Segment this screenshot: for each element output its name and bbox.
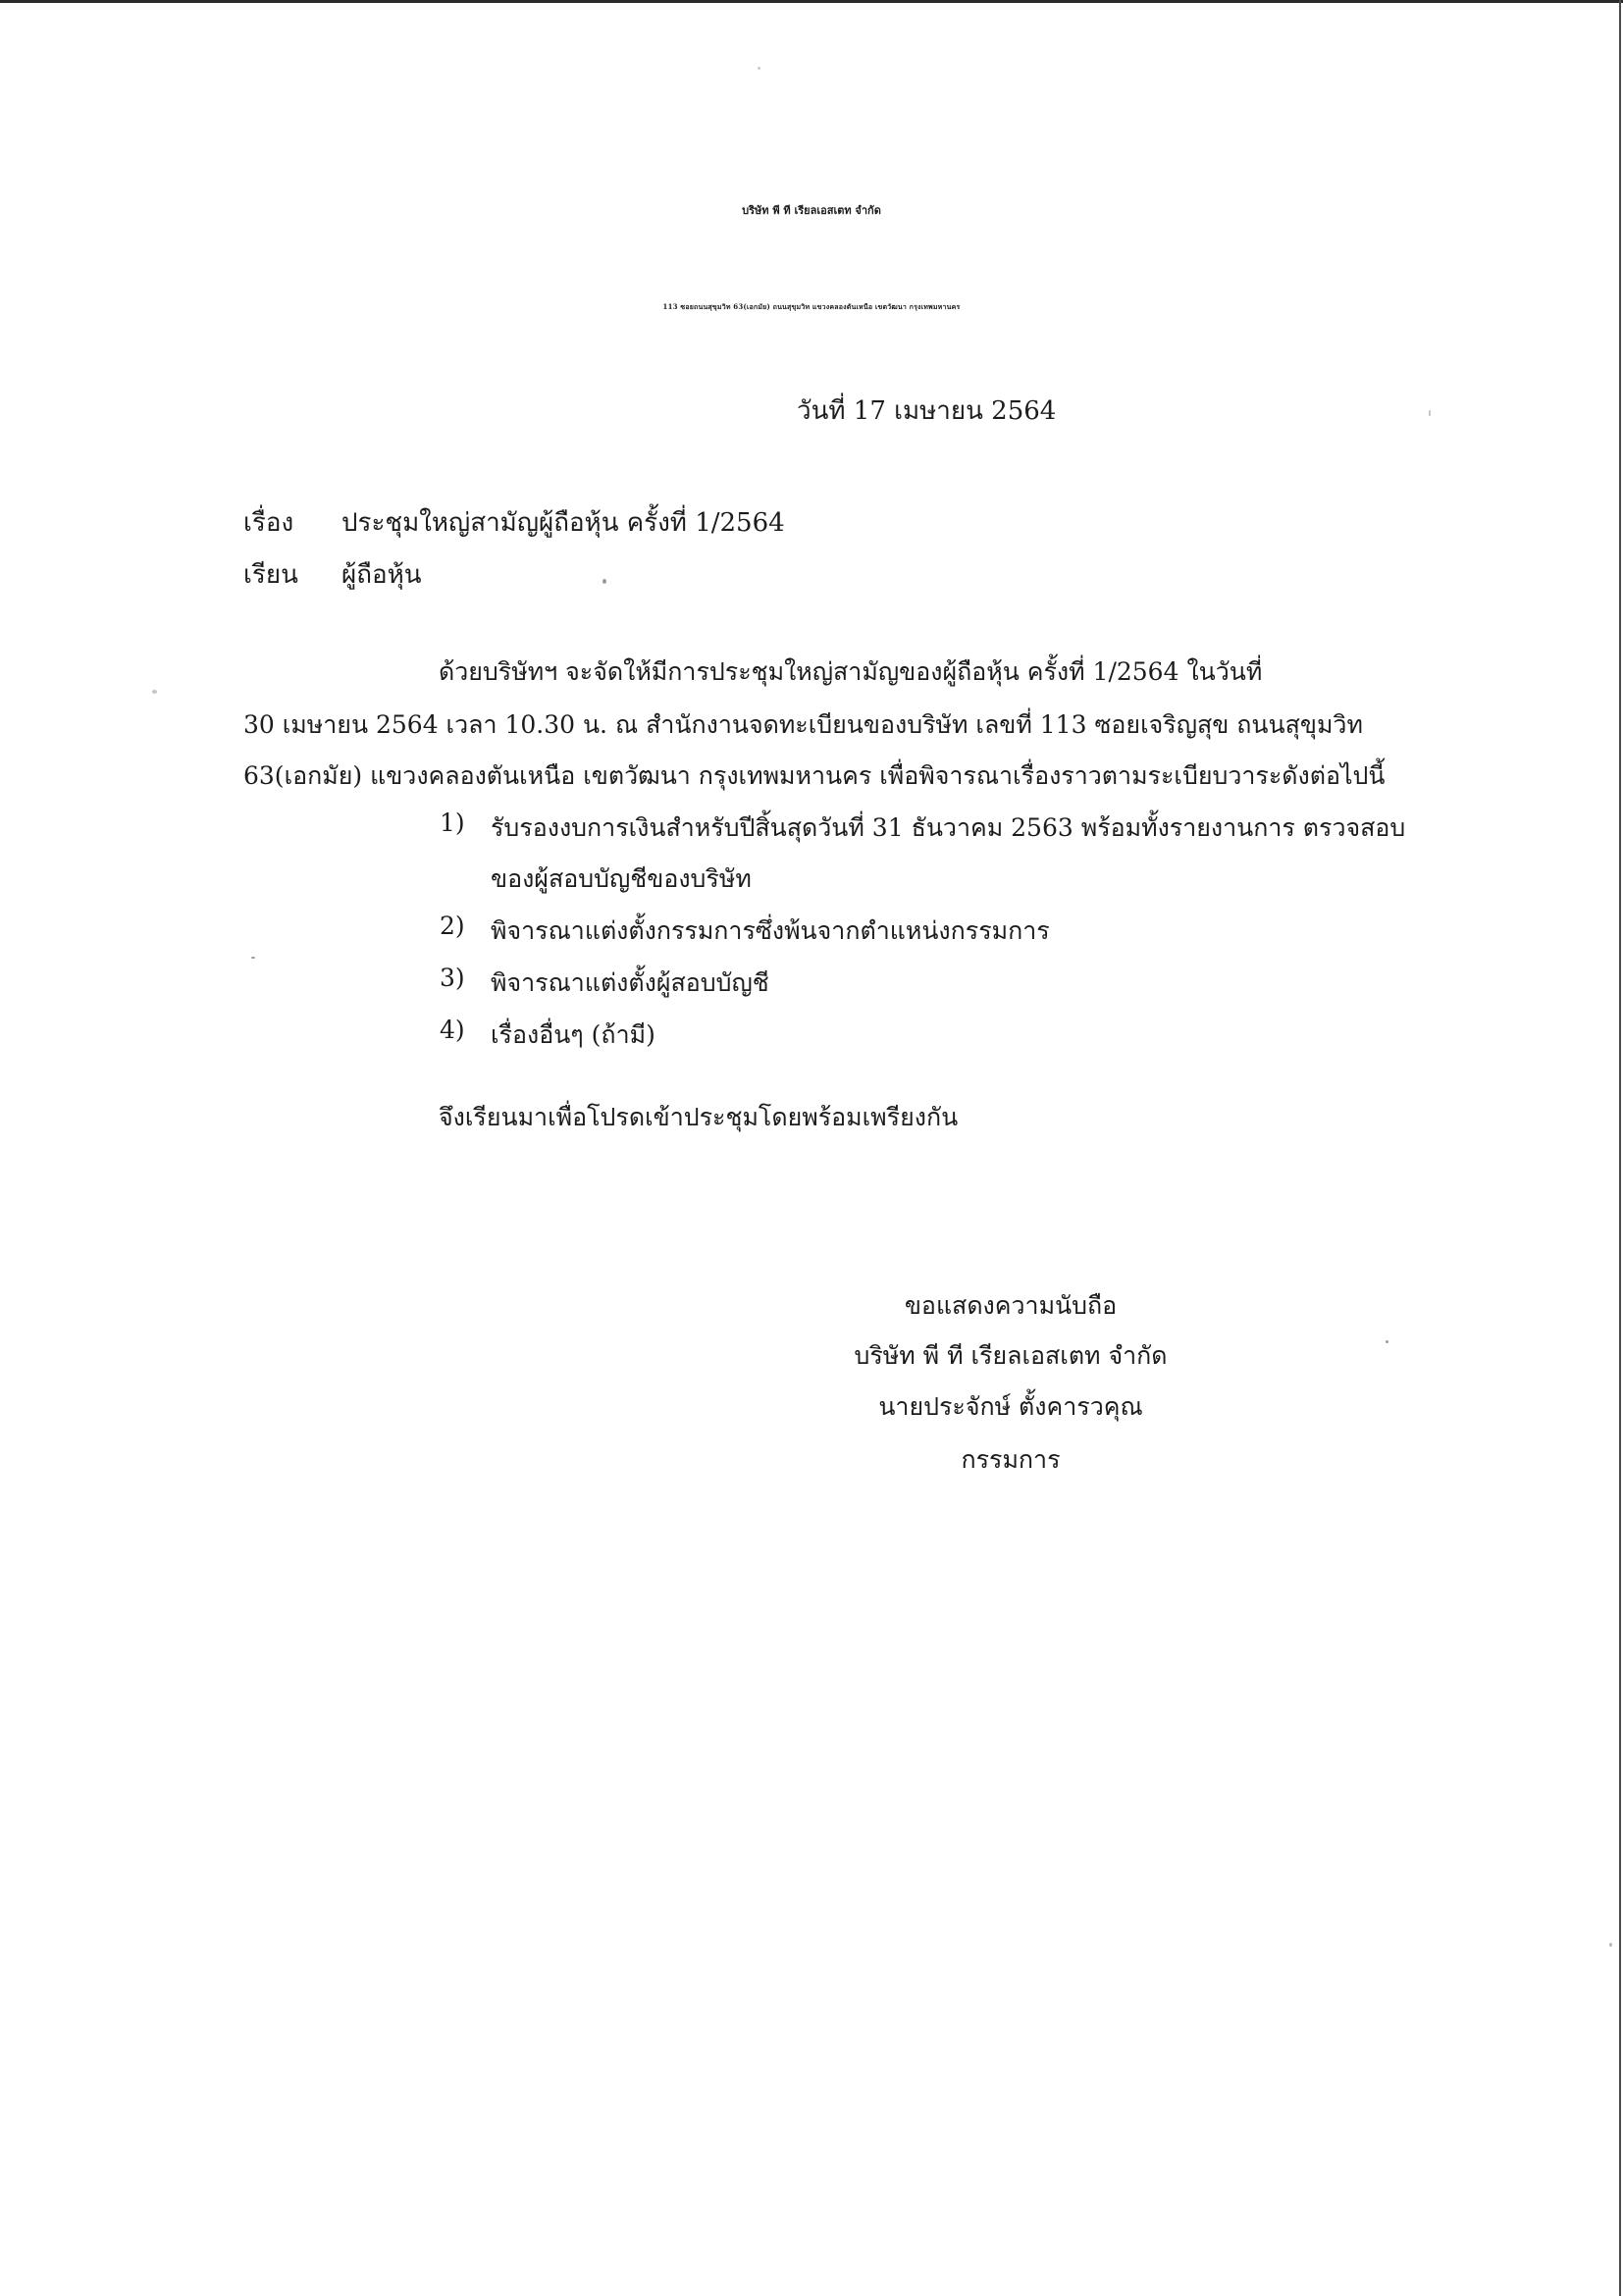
body-line-1: ด้วยบริษัทฯ จะจัดให้มีการประชุมใหญ่สามัญของผู้ถือหุ้น ครั้งที่ 1/2564 ในวันที่ [439,657,1263,686]
agenda-number-1: 1) [440,809,465,837]
scan-speck [758,67,760,70]
letter-date: วันที่ 17 เมษายน 2564 [797,396,1057,426]
body-line-2: 30 เมษายน 2564 เวลา 10.30 น. ณ สำนักงานจดทะเบียนของบริษัท เลขที่ 113 ซอยเจริญสุข ถนนสุขุมวิท [243,710,1363,739]
scan-speck [602,579,606,584]
company-name: บริษัท พี ที เรียลเอสเตท จำกัด [742,204,881,217]
signature-title: กรรมการ [961,1445,1061,1474]
agenda-item-2: พิจารณาแต่งตั้งกรรมการซึ่งพ้นจากตำแหน่งกรรมการ [491,916,1050,945]
subject-label: เรื่อง [243,508,294,538]
scan-edge-right [1619,0,1621,2296]
scan-edge-top [0,0,1623,3]
scan-speck [1609,1943,1612,1947]
scan-speck [251,957,255,959]
agenda-item-3: พิจารณาแต่งตั้งผู้สอบบัญชี [491,968,769,997]
signature-company: บริษัท พี ที เรียลเอสเตท จำกัด [854,1341,1168,1370]
closing-sentence: จึงเรียนมาเพื่อโปรดเข้าประชุมโดยพร้อมเพรียงกัน [439,1103,959,1131]
recipient-text: ผู้ถือหุ้น [341,560,422,590]
company-address: 113 ซอยถนนสุขุมวิท 63(เอกมัย) ถนนสุขุมวิท แขวงคลองตันเหนือ เขตวัฒนา กรุงเทพมหานคร [662,302,961,311]
scan-speck [152,690,157,694]
body-line-3: 63(เอกมัย) แขวงคลองตันเหนือ เขตวัฒนา กรุงเทพมหานคร เพื่อพิจารณาเรื่องราวตามระเบียบวาระดังต่อไปนี้ [243,761,1386,790]
scan-speck [1429,410,1431,416]
recipient-label: เรียน [243,560,298,590]
agenda-item-1: รับรองงบการเงินสำหรับปีสิ้นสุดวันที่ 31 ธันวาคม 2563 พร้อมทั้งรายงานการ ตรวจสอบ [491,813,1406,842]
signature-regards: ขอแสดงความนับถือ [904,1291,1118,1320]
agenda-item-4: เรื่องอื่นๆ (ถ้ามี) [491,1020,655,1049]
agenda-item-1-continued: ของผู้สอบบัญชีของบริษัท [491,864,752,893]
subject-text: ประชุมใหญ่สามัญผู้ถือหุ้น ครั้งที่ 1/2564 [341,508,785,538]
agenda-number-3: 3) [440,964,465,992]
agenda-number-4: 4) [440,1016,465,1044]
agenda-number-2: 2) [440,912,465,940]
signature-name: นายประจักษ์ ตั้งคารวคุณ [878,1392,1143,1421]
scan-speck [1386,1340,1388,1343]
